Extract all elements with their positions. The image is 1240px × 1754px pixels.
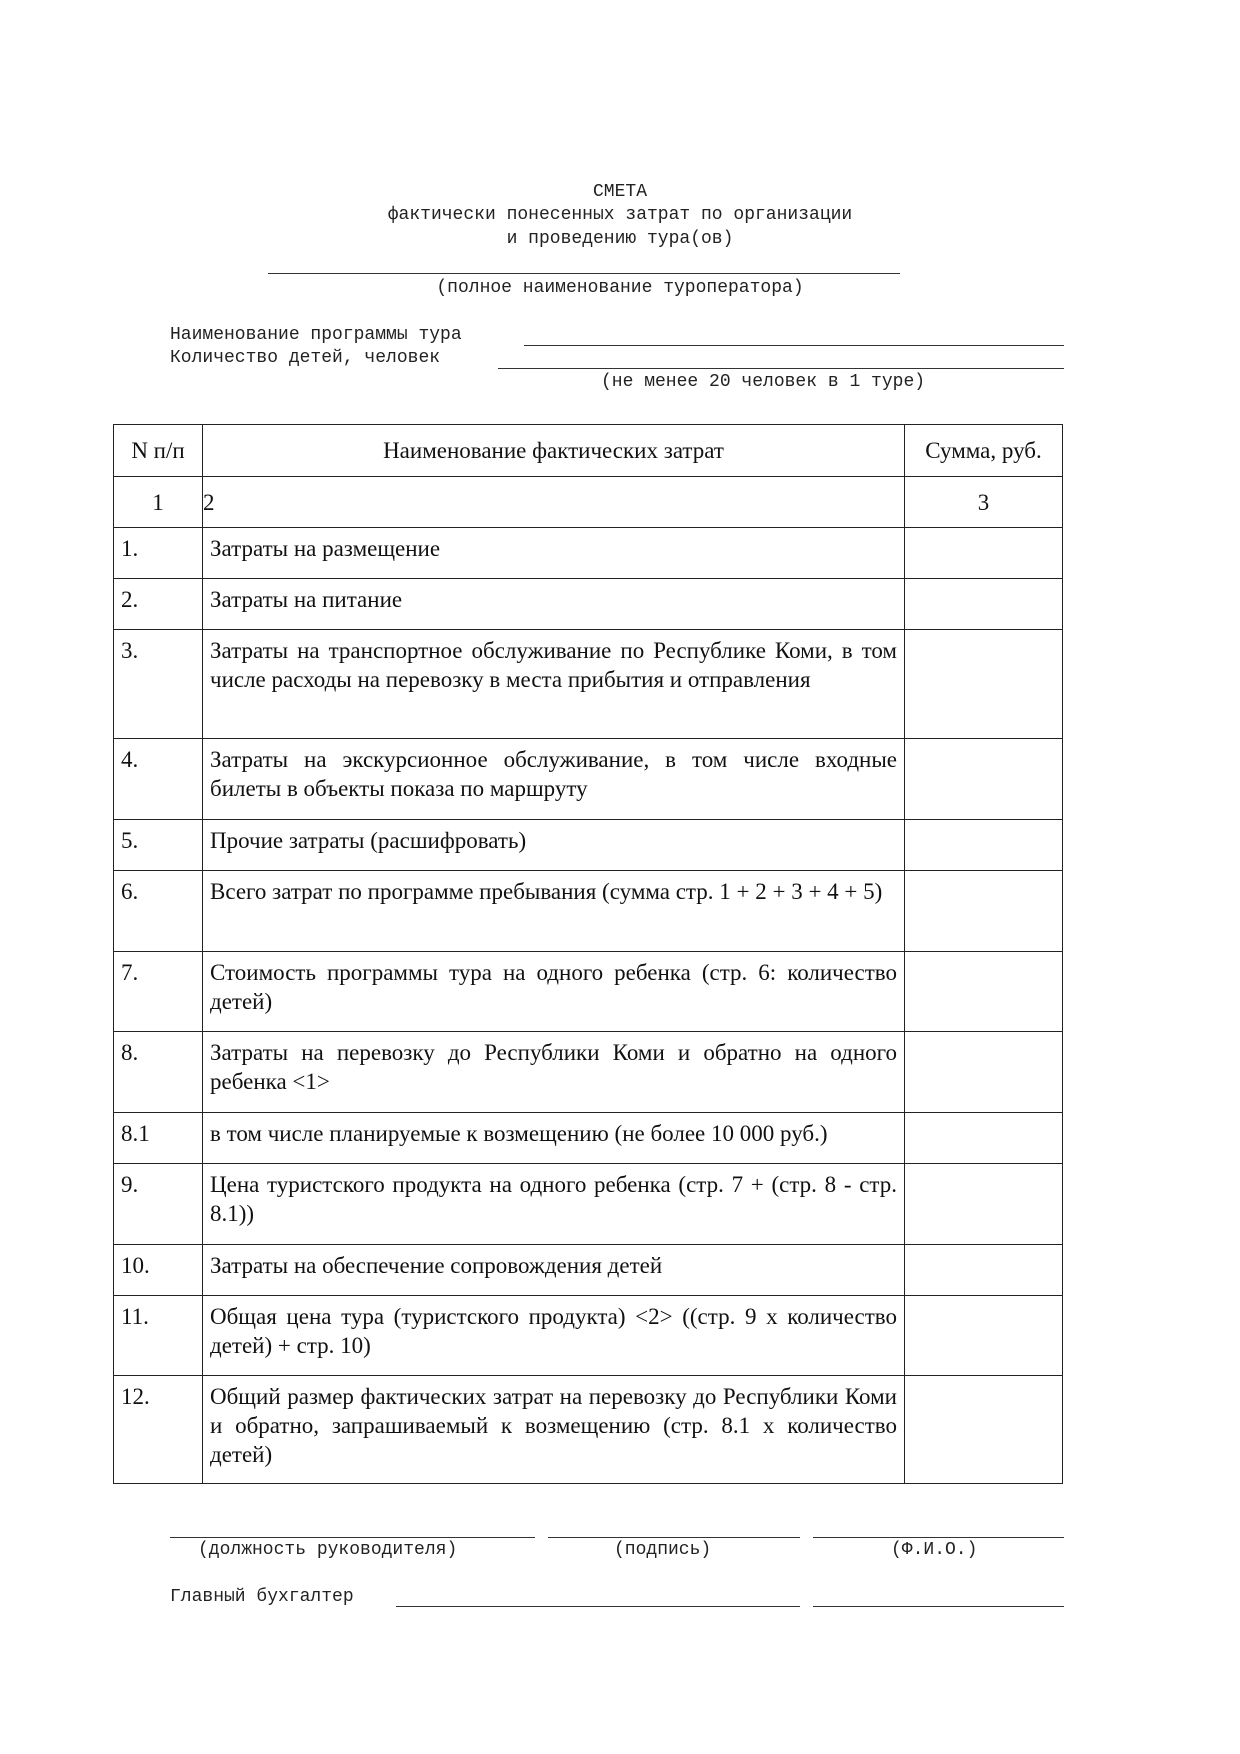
table-row [114,871,1063,952]
cost-item-name: Всего затрат по программе пребывания (сумма стр. 1 + 2 + 3 + 4 + 5) [203,871,905,952]
row-number: 8. [114,1032,203,1113]
table-row [114,820,1063,871]
cost-sum-cell[interactable] [905,952,1063,1032]
column-header-sum: Сумма, руб. [905,425,1063,477]
program-name-field[interactable] [524,345,1064,346]
signature-caption: (подпись) [614,1540,712,1560]
cost-item-name: Затраты на экскурсионное обслуживание, в том числе входные билеты в объекты показа по маршруту [203,739,905,820]
column-header-name: Наименование фактических затрат [203,425,905,477]
table-row [114,579,1063,630]
chief-accountant-name-field[interactable] [813,1606,1064,1607]
cost-sum-cell[interactable] [905,1032,1063,1113]
program-name-label: Наименование программы тура [170,325,462,345]
full-name-caption: (Ф.И.О.) [891,1540,978,1560]
row-number: 11. [114,1296,203,1376]
table-row [114,1296,1063,1376]
column-number-3: 3 [905,477,1063,528]
position-field[interactable] [170,1537,535,1538]
cost-item-name: Затраты на питание [203,579,905,630]
document-title: СМЕТА [592,182,647,202]
cost-item-name: Затраты на размещение [203,528,905,579]
column-header-number: N п/п [114,425,203,477]
table-row [114,528,1063,579]
children-count-field[interactable] [498,368,1064,369]
table-row [114,1164,1063,1245]
cost-item-name: Общая цена тура (туристского продукта) <2> ((стр. 9 х количество детей) + стр. 10) [203,1296,905,1376]
chief-accountant-label: Главный бухгалтер [170,1587,354,1607]
row-number: 8.1 [114,1113,203,1164]
row-number: 7. [114,952,203,1032]
row-number: 12. [114,1376,203,1484]
table-row [114,1032,1063,1113]
cost-sum-cell[interactable] [905,528,1063,579]
cost-item-name: Общий размер фактических затрат на перевозку до Республики Коми и обратно, запрашиваемый к возмещению (стр. 8.1 х количество детей) [203,1376,905,1484]
document-subtitle-line1: фактически понесенных затрат по организации [387,205,853,225]
operator-name-caption: (полное наименование туроператора) [436,278,804,298]
table-row [114,1245,1063,1296]
cost-item-name: Затраты на обеспечение сопровождения детей [203,1245,905,1296]
signature-field[interactable] [548,1537,800,1538]
cost-sum-cell[interactable] [905,630,1063,739]
row-number: 9. [114,1164,203,1245]
column-numbers-row [114,477,1063,528]
row-number: 2. [114,579,203,630]
cost-item-name: Затраты на транспортное обслуживание по Республике Коми, в том числе расходы на перевозку в места прибытия и отправления [203,630,905,739]
full-name-field[interactable] [813,1537,1064,1538]
cost-sum-cell[interactable] [905,871,1063,952]
cost-sum-cell[interactable] [905,579,1063,630]
table-row [114,630,1063,739]
cost-sum-cell[interactable] [905,1164,1063,1245]
chief-accountant-signature-field[interactable] [396,1606,800,1607]
row-number: 6. [114,871,203,952]
cost-item-name: Цена туристского продукта на одного ребенка (стр. 7 + (стр. 8 - стр. 8.1)) [203,1164,905,1245]
row-number: 3. [114,630,203,739]
table-row [114,1113,1063,1164]
cost-sum-cell[interactable] [905,739,1063,820]
position-caption: (должность руководителя) [198,1540,458,1560]
document-subtitle-line2: и проведению тура(ов) [506,229,734,249]
column-number-1: 1 [114,477,203,528]
cost-item-name: в том числе планируемые к возмещению (не более 10 000 руб.) [203,1113,905,1164]
row-number: 1. [114,528,203,579]
row-number: 5. [114,820,203,871]
estimate-table [113,424,1063,1484]
children-count-note: (не менее 20 человек в 1 туре) [601,372,926,392]
table-row [114,739,1063,820]
row-number: 10. [114,1245,203,1296]
table-header-row [114,425,1063,477]
cost-sum-cell[interactable] [905,1376,1063,1484]
cost-item-name: Прочие затраты (расшифровать) [203,820,905,871]
cost-sum-cell[interactable] [905,1113,1063,1164]
cost-item-name: Стоимость программы тура на одного ребенка (стр. 6: количество детей) [203,952,905,1032]
table-row [114,1376,1063,1484]
cost-item-name: Затраты на перевозку до Республики Коми и обратно на одного ребенка <1> [203,1032,905,1113]
children-count-label: Количество детей, человек [170,348,441,368]
cost-sum-cell[interactable] [905,820,1063,871]
table-row [114,952,1063,1032]
row-number: 4. [114,739,203,820]
column-number-2: 2 [203,477,905,528]
operator-name-field[interactable] [268,273,900,274]
cost-sum-cell[interactable] [905,1245,1063,1296]
cost-sum-cell[interactable] [905,1296,1063,1376]
